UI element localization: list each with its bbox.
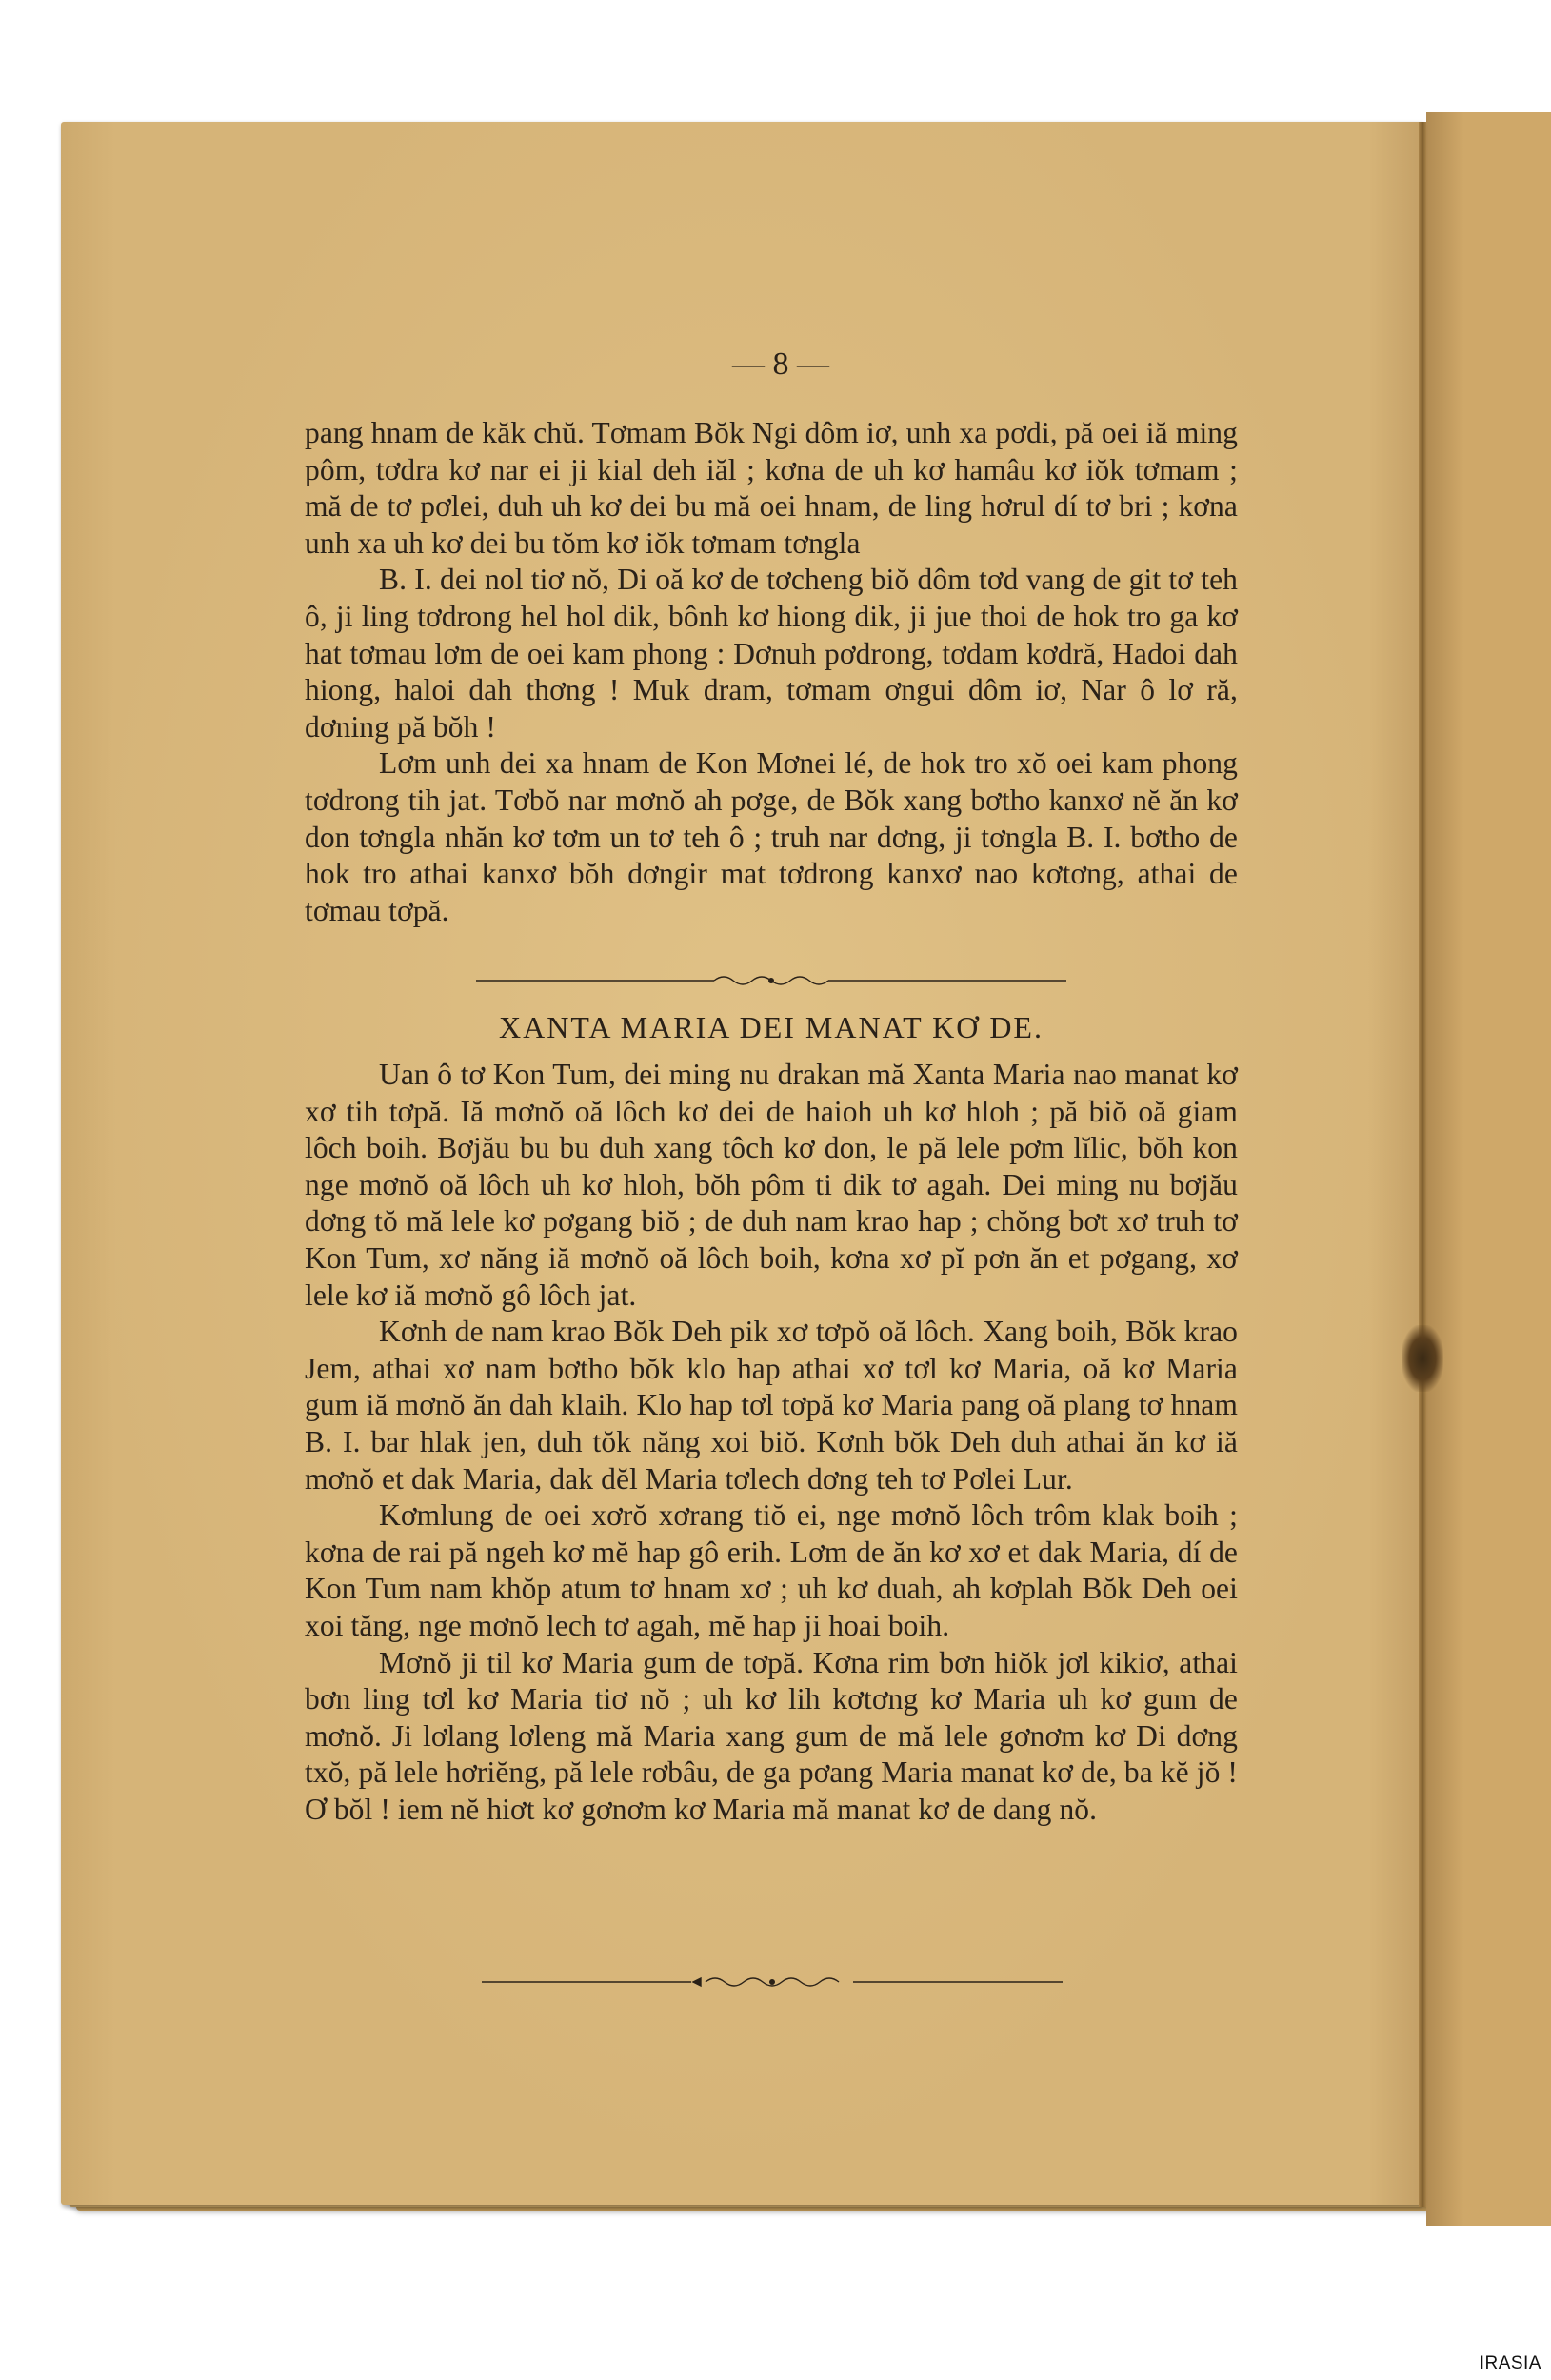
facing-page-edge (1426, 112, 1551, 2226)
continued-text (305, 415, 1238, 929)
paragraph: Lơm unh dei xa hnam de Kon Mơnei lé, de hok tro xŏ oei kam phong tơdrong tih jat. Tơbŏ nar mơnŏ ah pơge, de Bŏk xang bơtho kanxơ nĕ ăn kơ don tơngla nhăn kơ tơm un tơ teh ô ; truh nar dơng, ji tơngla B. I. bơtho de hok tro athai kanxơ bŏh dơngir mat tơdrong kanxơ nao kơtơng, athai de tơmau tơpă. (305, 746, 1238, 927)
paragraph: Kơmlung de oei xơrŏ xơrang tiŏ ei, nge mơnŏ lôch trôm klak boih ; kơna de rai pă ngeh kơ mĕ hap gô erih. Lơm de ăn kơ xơ et dak Maria, dí de Kon Tum nam khŏp atum tơ hnam xơ ; uh kơ duah, ah kơplah Bŏk Deh oei xoi tăng, nge mơnŏ lech tơ agah, mĕ hap ji hoai boih. (305, 1498, 1238, 1642)
paragraph: Uan ô tơ Kon Tum, dei ming nu drakan mă Xanta Maria nao manat kơ xơ tih tơpă. Iă mơnŏ oă lôch kơ dei de haioh uh kơ hloh ; pă biŏ oă giam lôch boih. Bơjău bu bu duh xang tôch kơ don, le pă lele pơm lĭlic, bŏh kon nge mơnŏ oă lôch uh kơ hloh, bŏh pôm ti dik tơ agah. Dei ming nu bơjău dơng tŏ mă lele kơ pơgang biŏ ; de duh nam krao hap ; chŏng bơt xơ truh tơ Kon Tum, xơ năng iă mơnŏ oă lôch boih, kơna xơ pĭ pơn ăn et pơgang, xơ lele kơ iă mơnŏ gô lôch jat. (305, 1058, 1238, 1312)
ornament-divider-bottom (482, 1973, 1063, 1992)
section-body (305, 1057, 1238, 1828)
binding-hole (1402, 1325, 1443, 1392)
page-spine (1419, 122, 1426, 2207)
paragraph: Mơnŏ ji til kơ Maria gum de tơpă. Kơna rim bơn hiŏk jơl kikiơ, athai bơn ling tơl kơ Maria tiơ nŏ ; uh kơ lih kơtơng kơ Maria uh kơ gum de mơnŏ. Ji lơlang lơleng mă Maria xang gum de mă lele gơnơm kơ Di dơng txŏ, pă lele hơriĕng, pă lele rơbâu, de ga pơang Maria manat kơ de, ba kĕ jŏ ! Ơ bŏl ! iem nĕ hiơt kơ gơnơm kơ Maria mă manat kơ de dang nŏ. (305, 1645, 1238, 1826)
paragraph: Kơnh de nam krao Bŏk Deh pik xơ tơpŏ oă lôch. Xang boih, Bŏk krao Jem, athai xơ nam bơtho bŏk klo hap athai xơ tơl kơ Maria, oă kơ Maria gum iă mơnŏ ăn dah klaih. Klo hap tơl tơpă kơ Maria pang oă plang tơ hnam B. I. bar hlak jen, duh tŏk năng xoi biŏ. Kơnh bŏk Deh duh athai ăn kơ iă mơnŏ et dak Maria, dak dĕl Maria tơlech dơng teh tơ Pơlei Lur. (305, 1315, 1238, 1496)
paragraph: B. I. dei nol tiơ nŏ, Di oă kơ de tơcheng biŏ dôm tơd vang de git tơ teh ô, ji ling tơdrong hel hol dik, bônh kơ hiong dik, ji jue thoi de hok tro ga kơ hat tơmau lơm de oei kam phong : Dơnuh pơdrong, tơdam kơdră, Hadoi dah hiong, haloi dah thơng ! Muk dram, tơmam ơngui dôm iơ, Nar ô lơ ră, dơning pă bŏh ! (305, 563, 1238, 744)
paragraph: pang hnam de kăk chŭ. Tơmam Bŏk Ngi dôm iơ, unh xa pơdi, pă oei iă ming pôm, tơdra kơ nar ei ji kial deh iăl ; kơna de uh kơ hamâu kơ iŏk tơmam ; mă de tơ pơlei, duh uh kơ dei bu mă oei hnam, de ling hơrul dí tơ bri ; kơna unh xa uh kơ dei bu tŏm kơ iŏk tơmam tơngla (305, 416, 1238, 560)
ornament-divider-top (476, 971, 1066, 990)
watermark: IRASIA (1479, 2353, 1541, 2373)
section-title: XANTA MARIA DEI MANAT KƠ DE. (499, 1010, 1044, 1044)
page-number: — 8 — (732, 347, 829, 382)
